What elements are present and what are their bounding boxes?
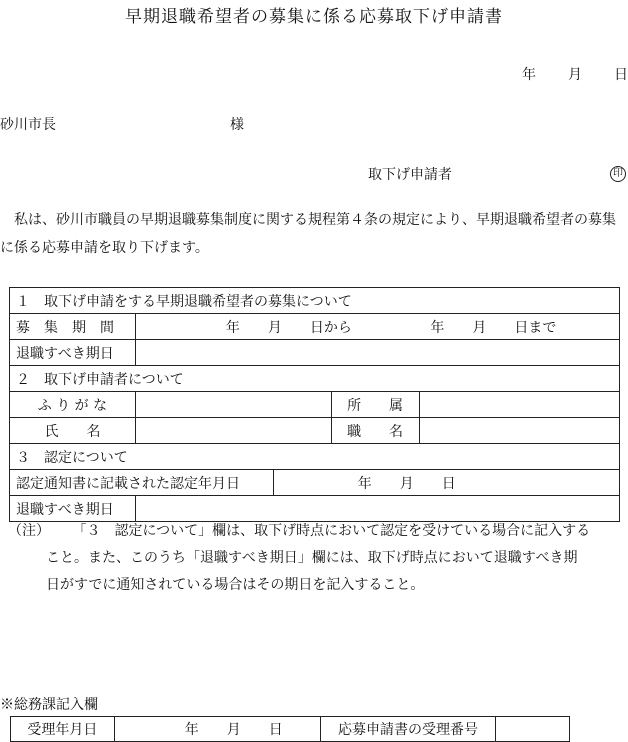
application-table [9, 287, 620, 522]
title-field[interactable] [419, 418, 619, 444]
date-month-label: 月 [568, 67, 582, 83]
dept-field[interactable] [419, 392, 619, 418]
receipt-number-field[interactable] [496, 717, 570, 742]
period-label: 募 集 期 間 [10, 314, 136, 340]
admin-heading: ※総務課記入欄 [0, 697, 98, 713]
table-row [10, 418, 620, 444]
title-label: 職 名 [331, 418, 419, 444]
section3-heading: ３ 認定について [10, 444, 620, 470]
retire-date-label: 退職すべき期日 [10, 340, 136, 366]
note-line-3: 日がすでに通知されている場合はその期日を記入すること。 [46, 577, 425, 593]
seal-icon: 印 [610, 166, 626, 182]
period-from: 年 月 日から [225, 319, 352, 336]
addressee-name: 砂川市長 [0, 117, 56, 133]
table-row [10, 366, 620, 392]
table-row [10, 288, 620, 314]
section1-heading: １ 取下げ申請をする早期退職希望者の募集について [10, 288, 620, 314]
retire-date-label-2: 退職すべき期日 [10, 496, 136, 522]
date-day-label: 日 [614, 67, 628, 83]
note-line-1: 「３ 認定について」欄は、取下げ時点において認定を受けている場合に記入する [72, 523, 591, 539]
table-row [10, 392, 620, 418]
table-row [11, 717, 570, 742]
dept-label: 所 属 [331, 392, 419, 418]
receipt-number-label: 応募申請書の受理番号 [320, 717, 496, 742]
note-block [8, 518, 628, 599]
received-date-label: 受理年月日 [11, 717, 115, 742]
seal-mark [610, 164, 626, 182]
furigana-label: ふ り が な [10, 392, 136, 418]
cert-label: 認定通知書に記載された認定年月日 [10, 470, 274, 496]
admin-table [10, 716, 570, 742]
statement-text: 私は、砂川市職員の早期退職募集制度に関する規程第４条の規定により、早期退職希望者の募集に係る応募申請を取り下げます。 [0, 212, 616, 256]
name-field[interactable] [135, 418, 331, 444]
table-row [10, 314, 620, 340]
table-row [10, 444, 620, 470]
date-year-label: 年 [522, 67, 536, 83]
table-row [10, 340, 620, 366]
received-date-field[interactable]: 年 月 日 [114, 717, 320, 742]
name-label: 氏 名 [10, 418, 136, 444]
note-prefix: （注） [8, 523, 50, 539]
period-field[interactable] [135, 314, 619, 340]
furigana-field[interactable] [135, 392, 331, 418]
retire-date-field[interactable] [135, 340, 619, 366]
addressee-honorific: 様 [230, 117, 244, 133]
applicant-label: 取下げ申請者 [368, 167, 452, 183]
table-row [10, 470, 620, 496]
note-line-2: こと。また、このうち「退職すべき期日」欄には、取下げ時点において退職すべき期 [46, 550, 578, 566]
section2-heading: ２ 取下げ申請者について [10, 366, 620, 392]
cert-date-field[interactable]: 年 月 日 [273, 470, 619, 496]
period-to: 年 月 日まで [430, 319, 557, 336]
page-title: 早期退職希望者の募集に係る応募取下げ申請書 [125, 7, 503, 27]
statement-paragraph [0, 206, 628, 262]
